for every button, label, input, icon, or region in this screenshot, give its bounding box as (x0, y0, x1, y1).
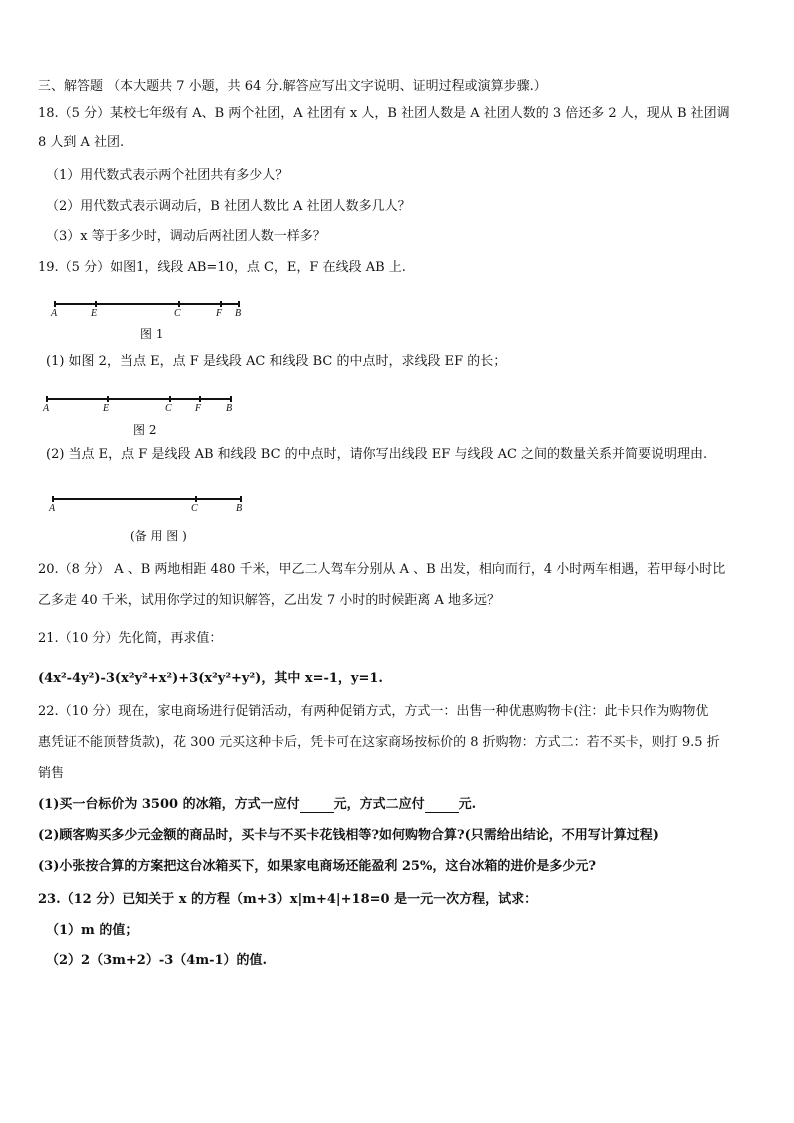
point-label-c: C (191, 503, 198, 514)
q18-part1: （1）用代数式表示两个社团共有多少人？ (46, 168, 289, 183)
q18-stem-line2: 8 人到 A 社团. (38, 135, 125, 150)
q22-stem-line1: 22.（10 分）现在，家电商场进行促销活动，有两种促销方式，方式一：出售一种优惠购物卡(注：此卡只作为购物优 (38, 704, 709, 719)
point-label-e: E (91, 308, 98, 319)
point-label-a: A (43, 403, 50, 414)
answer-blank[interactable] (300, 800, 334, 813)
q22-part1-text-b: 元，方式二应付 (333, 797, 425, 812)
point-label-e: E (103, 403, 110, 414)
q22-part1 (38, 797, 476, 813)
figure-1-caption: 图 1 (140, 327, 164, 341)
q22-part3: (3)小张按合算的方案把这台冰箱买下，如果家电商场还能盈利 25%，这台冰箱的进价是多少元? (38, 859, 596, 874)
q22-part1-text-c: 元. (458, 797, 477, 812)
figure-1-segment (51, 303, 242, 327)
point-label-b: B (236, 503, 243, 514)
q22-part2: (2)顾客购买多少元金额的商品时，买卡与不买卡花钱相等?如何购物合算?(只需给出结论，不用写计算过程) (38, 828, 659, 843)
q19-part2: (2) 当点 E，点 F 是线段 AB 和线段 BC 的中点时，请你写出线段 EF 与线段 AC 之间的数量关系并简要说明理由. (46, 447, 708, 462)
q23-stem: 23.（12 分）已知关于 x 的方程（m+3）x|m+4|+18=0 是一元一次方程，试求： (38, 892, 538, 907)
q23-part1: （1）m 的值； (46, 923, 139, 938)
q19-stem: 19.（5 分）如图1，线段 AB=10，点 C，E，F 在线段 AB 上. (38, 260, 406, 275)
point-label-b: B (226, 403, 233, 414)
point-label-f: F (195, 403, 202, 414)
q21-expression: (4x²-4y²)-3(x²y²+x²)+3(x²y²+y²)，其中 x=-1，y=1. (38, 671, 383, 686)
q18-part2: （2）用代数式表示调动后，B 社团人数比 A 社团人数多几人？ (46, 199, 411, 214)
answer-blank[interactable] (425, 800, 459, 813)
figure-2-segment (43, 398, 233, 422)
section-title: 三、解答题 （本大题共 7 小题，共 64 分.解答应写出文字说明、证明过程或演算步骤.） (38, 79, 547, 94)
q22-stem-line3: 销售 (38, 766, 65, 781)
point-label-c: C (174, 308, 181, 319)
q22-stem-line2: 惠凭证不能顶替货款)，花 300 元买这种卡后，凭卡可在这家商场按标价的 8 折购物：方式二：若不买卡，则打 9.5 折 (38, 735, 720, 750)
q21-stem: 21.（10 分）先化简，再求值： (38, 631, 223, 646)
point-label-a: A (49, 503, 56, 514)
figure-3-segment (49, 498, 243, 522)
q19-part1: (1) 如图 2，当点 E，点 F 是线段 AC 和线段 BC 的中点时，求线段 EF 的长； (46, 354, 507, 369)
figure-3-caption: (备 用 图 ) (130, 529, 187, 543)
q23-part2: （2）2（3m+2）-3（4m-1）的值. (46, 953, 268, 968)
point-label-f: F (216, 308, 223, 319)
figure-2-caption: 图 2 (133, 423, 157, 437)
q20-stem-line1: 20.（8 分） A 、B 两地相距 480 千米，甲乙二人驾车分别从 A 、B 出发，相向而行，4 小时两车相遇，若甲每小时比 (38, 562, 726, 577)
q18-stem-line1: 18.（5 分）某校七年级有 A、B 两个社团，A 社团有 x 人，B 社团人数是 A 社团人数的 3 倍还多 2 人，现从 B 社团调 (38, 106, 730, 121)
point-label-b: B (235, 308, 242, 319)
q20-stem-line2: 乙多走 40 千米，试用你学过的知识解答，乙出发 7 小时的时候距离 A 地多远？ (38, 593, 500, 608)
q18-part3: （3）x 等于多少时，调动后两社团人数一样多？ (46, 229, 326, 244)
point-label-c: C (165, 403, 172, 414)
point-label-a: A (51, 308, 58, 319)
q22-part1-text-a: (1)买一台标价为 3500 的冰箱，方式一应付 (38, 797, 300, 812)
